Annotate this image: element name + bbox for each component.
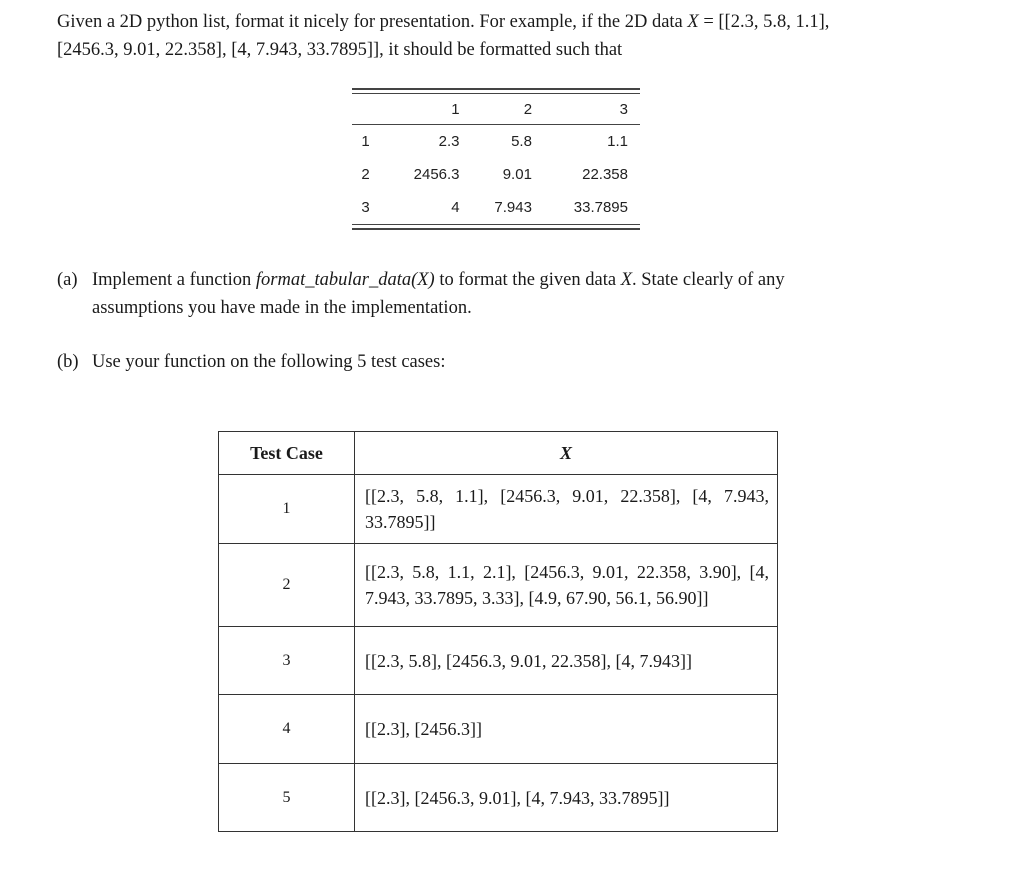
- example-cell: 4: [451, 199, 460, 216]
- table-row: [219, 764, 778, 832]
- example-header-row: [352, 94, 640, 124]
- part-b-text: Use your function on the following 5 test cases:: [92, 352, 446, 372]
- example-bottom-rule-2: [352, 228, 640, 230]
- example-cell: 9.01: [502, 166, 532, 183]
- part-a-label: (a): [57, 270, 78, 290]
- example-cell: 2456.3: [413, 166, 460, 183]
- intro-var: X: [687, 12, 699, 32]
- case-number: 2: [219, 544, 355, 627]
- intro-text-2: = [[2.3, 5.8, 1.1],: [698, 12, 830, 32]
- example-header-cell: 3: [619, 100, 628, 118]
- case-number: 3: [219, 627, 355, 695]
- table-row: [219, 544, 778, 627]
- case-number: 5: [219, 764, 355, 832]
- example-header-cell: 1: [451, 100, 460, 118]
- example-header-cell: 2: [523, 100, 533, 118]
- part-a-text-2: to format the given data: [434, 270, 621, 290]
- part-b-label: (b): [57, 352, 79, 372]
- part-a: [57, 266, 977, 322]
- case-value: [[2.3, 5.8, 1.1], [2456.3, 9.01, 22.358], [4, 7.943, 33.7895]]: [355, 475, 778, 544]
- test-cases-table: [218, 431, 778, 832]
- part-b: [57, 348, 977, 376]
- case-value: [[2.3], [2456.3]]: [355, 695, 778, 764]
- case-value: [[2.3, 5.8, 1.1, 2.1], [2456.3, 9.01, 22.358, 3.90], [4, 7.943, 33.7895, 3.33], [4.9, 67.90, 56.1, 56.90]]: [355, 544, 778, 627]
- example-row: [352, 158, 640, 191]
- example-cell: 33.7895: [573, 199, 628, 216]
- example-cell: 1.1: [607, 133, 628, 150]
- part-a-text-3: . State clearly of any: [632, 270, 785, 290]
- case-number: 4: [219, 695, 355, 764]
- header-x: X: [355, 432, 778, 475]
- part-a-function-name: format_tabular_data(X): [255, 270, 435, 290]
- case-value: [[2.3, 5.8], [2456.3, 9.01, 22.358], [4, 7.943]]: [355, 627, 778, 695]
- part-a-text: [92, 266, 977, 322]
- table-row: [219, 695, 778, 764]
- intro-text-3: [2456.3, 9.01, 22.358], [4, 7.943, 33.7895]], it should be formatted such that: [57, 40, 623, 60]
- example-cell: 3: [361, 199, 370, 216]
- example-cell: 5.8: [511, 133, 532, 150]
- example-header-cell: [352, 94, 379, 124]
- example-table: [352, 88, 640, 230]
- example-cell: 1: [361, 133, 370, 150]
- header-test-case: Test Case: [219, 432, 355, 475]
- example-cell: 2: [361, 166, 370, 183]
- intro-paragraph: [57, 8, 977, 64]
- case-number: 1: [219, 475, 355, 544]
- example-row: [352, 191, 640, 224]
- example-cell: 2.3: [438, 133, 460, 150]
- intro-text-1: Given a 2D python list, format it nicely for presentation. For example, if the 2D data: [57, 12, 688, 32]
- table-row: [219, 475, 778, 544]
- table-row: [219, 627, 778, 695]
- case-value: [[2.3], [2456.3, 9.01], [4, 7.943, 33.7895]]: [355, 764, 778, 832]
- part-a-var: X: [620, 270, 633, 290]
- example-cell: 7.943: [494, 199, 532, 216]
- cases-header-row: [219, 432, 778, 475]
- example-row: [352, 125, 640, 158]
- part-a-text-4: assumptions you have made in the implementation.: [92, 298, 472, 318]
- example-cell: 22.358: [582, 166, 628, 183]
- part-a-text-1: Implement a function: [92, 270, 256, 290]
